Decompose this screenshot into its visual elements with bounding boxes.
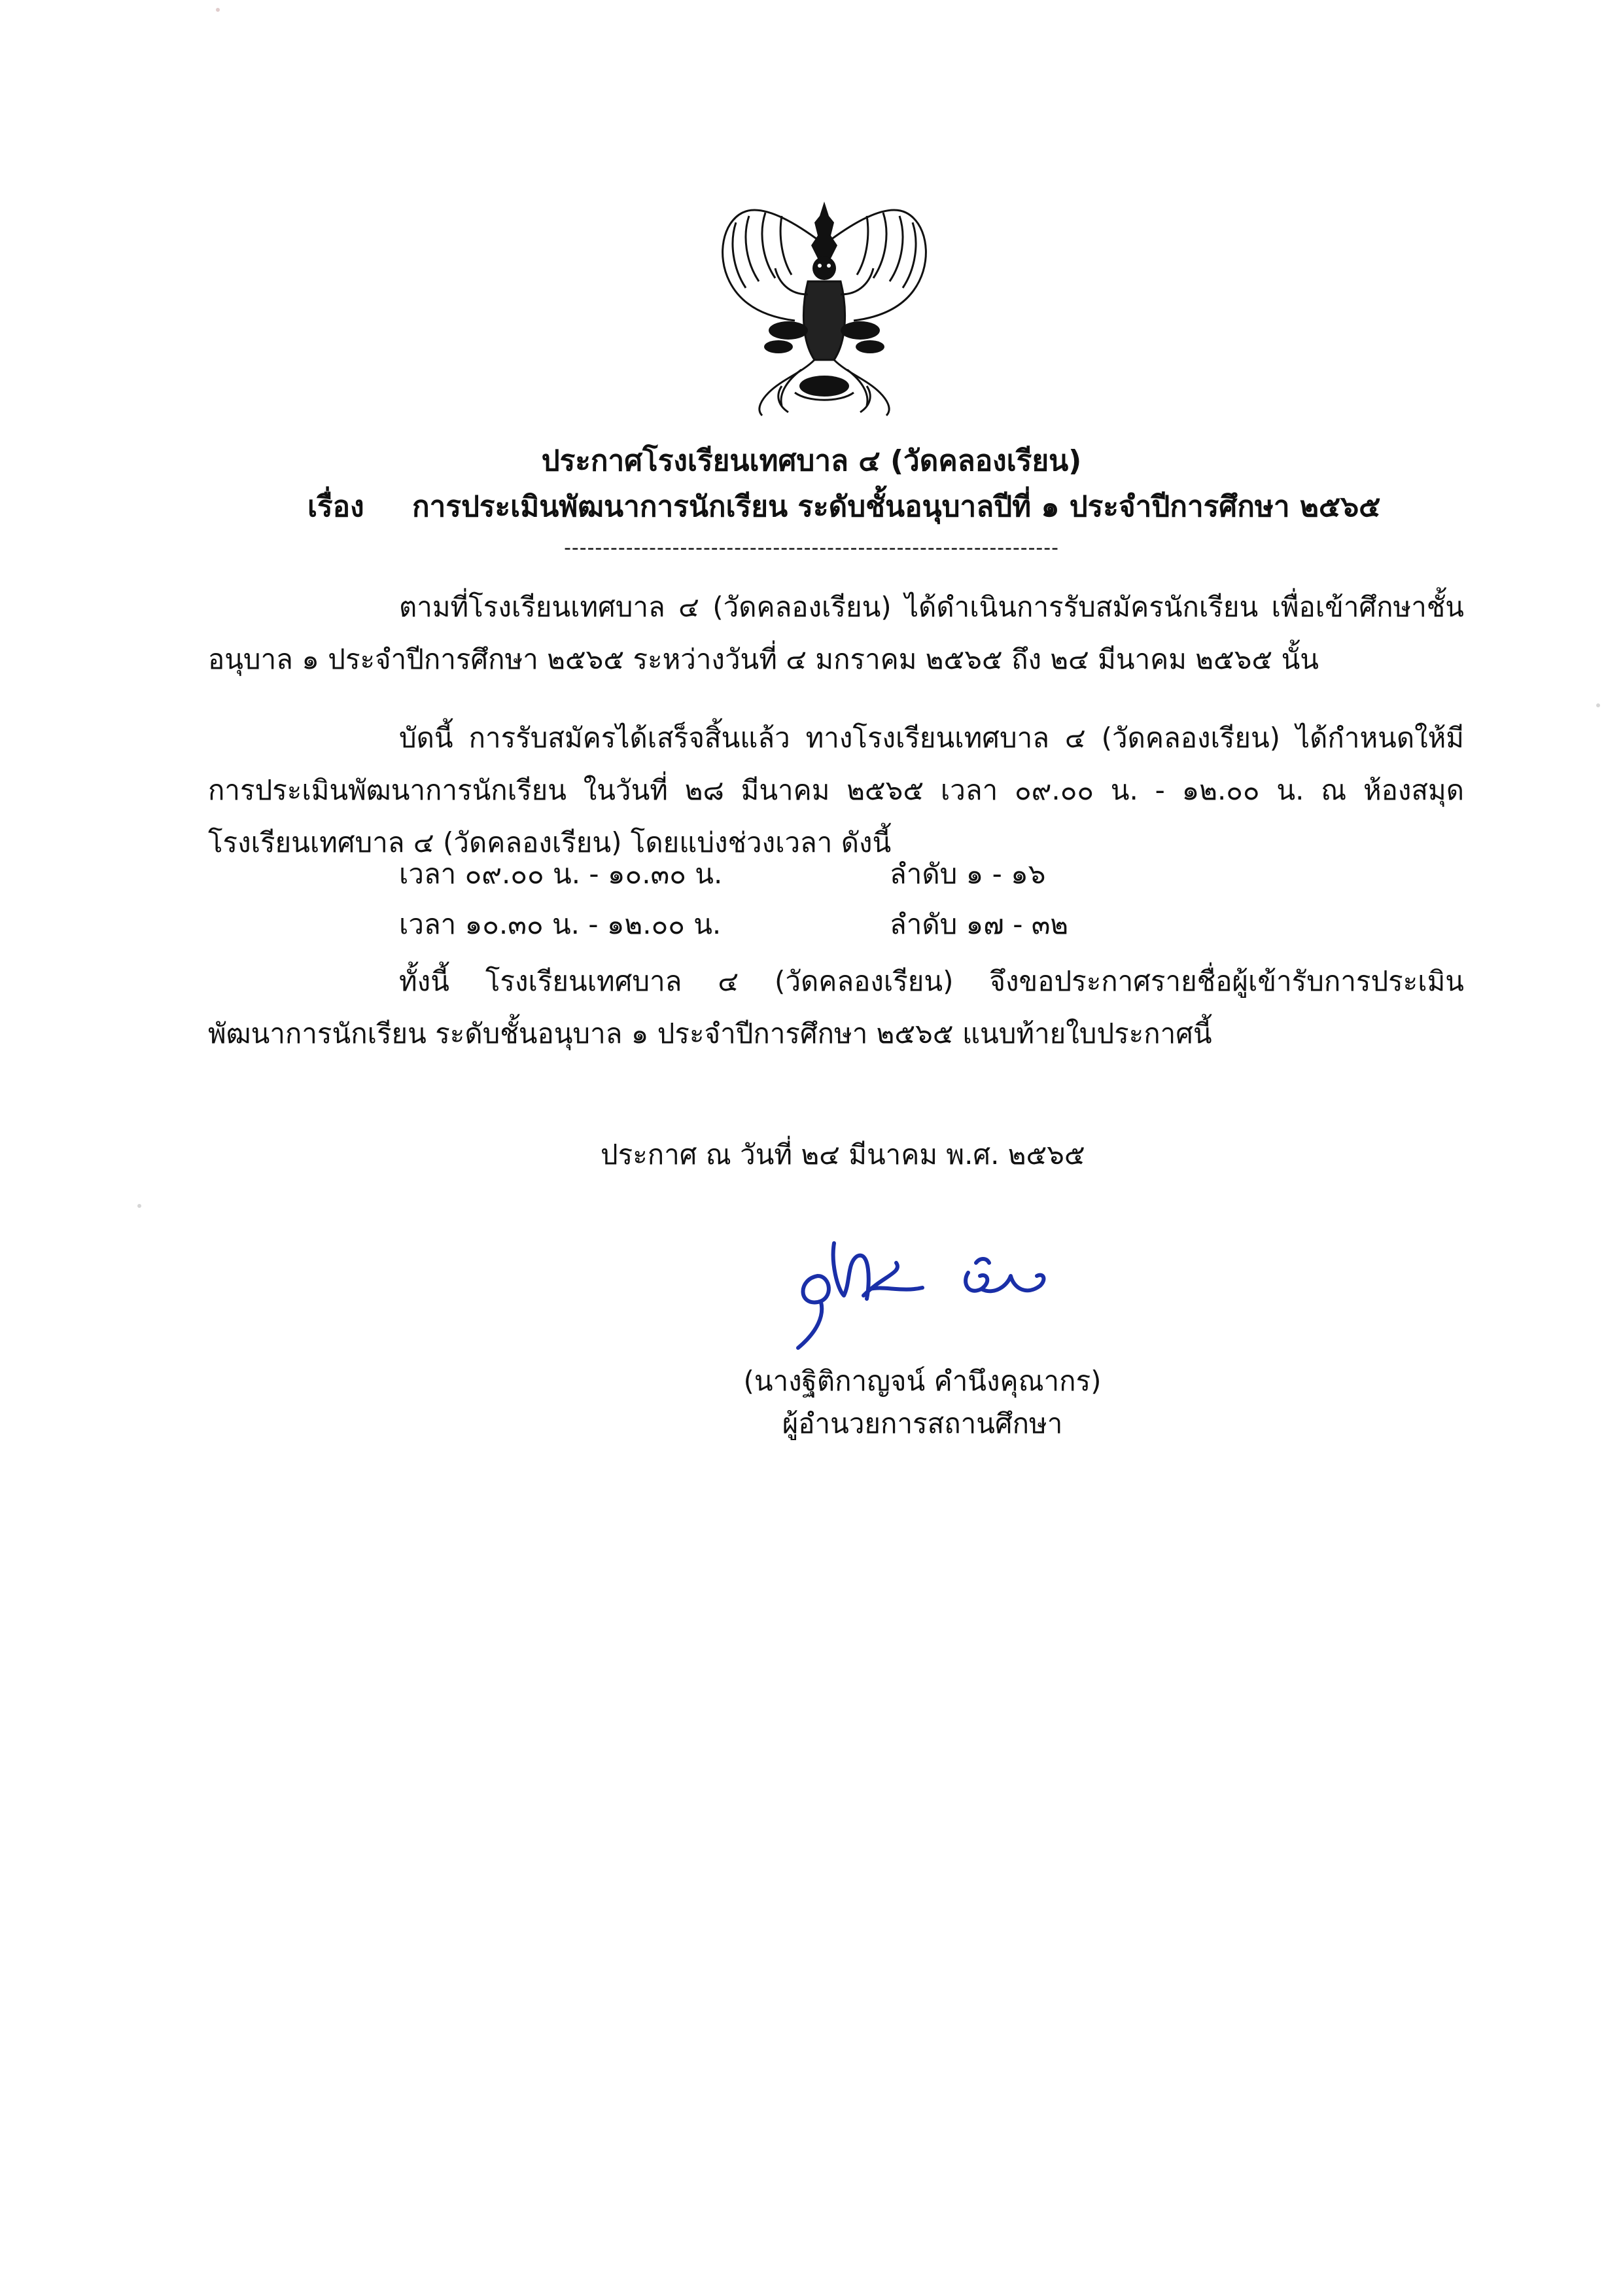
scan-speck [137, 1204, 141, 1208]
subject-label: เรื่อง [307, 490, 364, 523]
paragraph-1-text: ตามที่โรงเรียนเทศบาล ๔ (วัดคลองเรียน) ได้ดำเนินการรับสมัครนักเรียน เพื่อเข้าศึกษาชั้นอนุบาล ๑ ประจำปีการศึกษา ๒๕๖๕ ระหว่างวันที่ ๔ มกราคม ๒๕๖๕ ถึง ๒๔ มีนาคม ๒๕๖๕ นั้น [208, 591, 1464, 675]
garuda-emblem-icon [716, 196, 932, 422]
paragraph-1 [208, 581, 1464, 686]
subject-line [307, 487, 1420, 527]
scan-speck [1596, 703, 1600, 707]
paragraph-2-text: บัดนี้ การรับสมัครได้เสร็จสิ้นแล้ว ทางโรงเรียนเทศบาล ๔ (วัดคลองเรียน) ได้กำหนดให้มีการประเมินพัฒนาการนักเรียน ในวันที่ ๒๘ มีนาคม ๒๕๖๕ เวลา ๐๙.๐๐ น. - ๑๒.๐๐ น. ณ ห้องสมุดโรงเรียนเทศบาล ๔ (วัดคลองเรียน) โดยแบ่งช่วงเวลา ดังนี้ [208, 722, 1464, 858]
signatory-name: (นางฐิติกาญจน์ คำนึงคุณากร) [743, 1365, 1102, 1397]
signature-icon [772, 1217, 1079, 1361]
paragraph-3 [208, 955, 1464, 1060]
schedule-time-1: เวลา ๐๙.๐๐ น. - ๑๐.๓๐ น. [399, 858, 723, 890]
schedule-order-2: ลำดับ ๑๗ - ๓๒ [890, 908, 1069, 940]
paragraph-3-text: ทั้งนี้ โรงเรียนเทศบาล ๔ (วัดคลองเรียน) จึงขอประกาศรายชื่อผู้เข้ารับการประเมินพัฒนาการนักเรียน ระดับชั้นอนุบาล ๑ ประจำปีการศึกษา ๒๕๖๕ แนบท้ายใบประกาศนี้ [208, 965, 1464, 1050]
schedule-order-1: ลำดับ ๑ - ๑๖ [890, 858, 1046, 890]
subject-text: การประเมินพัฒนาการนักเรียน ระดับชั้นอนุบาลปีที่ ๑ ประจำปีการศึกษา ๒๕๖๕ [412, 490, 1381, 523]
announce-date: ประกาศ ณ วันที่ ๒๔ มีนาคม พ.ศ. ๒๕๖๕ [601, 1139, 1085, 1171]
divider: ---------------------------------------------------------------- [564, 537, 1059, 559]
scan-speck [216, 8, 220, 12]
signatory-position: ผู้อำนวยการสถานศึกษา [782, 1407, 1063, 1439]
schedule-time-2: เวลา ๑๐.๓๐ น. - ๑๒.๐๐ น. [399, 908, 722, 940]
paragraph-2 [208, 712, 1464, 869]
announcement-title: ประกาศโรงเรียนเทศบาล ๔ (วัดคลองเรียน) [541, 444, 1082, 478]
